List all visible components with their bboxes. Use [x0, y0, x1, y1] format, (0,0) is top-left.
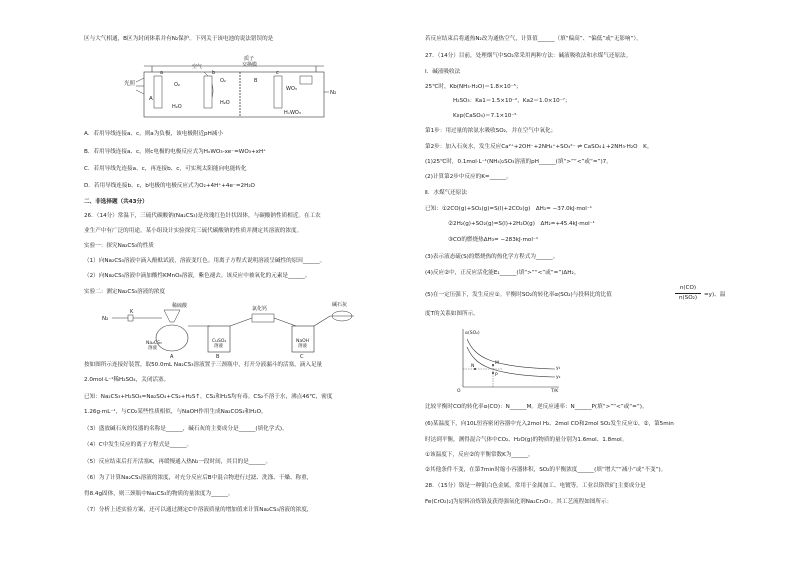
- question-intro: 区与大气相通，B区为封闭体系并有N₂保护。下列关于该电池的说法错误的是: [84, 36, 274, 42]
- option-a: A．若用导线连接a、c，则a为负极，该电极附近pH减小: [84, 131, 223, 137]
- q26b-line-10: （7）分析上述实验方案，还可以通过测定C中溶液质量的增加值来计算Na₂CS₃溶液的浓度，: [84, 507, 313, 513]
- q26-line-1: 26．（14分）常温下，三硫代碳酸钠(Na₂CS₃)是玫瑰红色针状固体，与碳酸钠性质相近。在工农: [84, 213, 321, 219]
- fraction-denominator: n(SO₂): [678, 295, 698, 301]
- r-line-8: 第2步：加入石灰水，发生反应Ca²⁺+2OH⁻+2NH₄⁺+SO₄²⁻ ⇌ CaSO₄↓+2NH₃·H₂O K。: [425, 144, 653, 150]
- h2o-label-2: H₂O: [220, 100, 230, 106]
- q5-line-a: (5)在一定压强下，发生反应①。平衡时SO₂的转化率α(SO₂)与投料比的比值: [425, 292, 612, 298]
- o2-label: O₂: [174, 82, 180, 88]
- membrane-label: 质子交换膜: [242, 56, 258, 68]
- q26-line-5: （2）向Na₂CS₃溶液中滴加酸性KMnO₄溶液，紫色褪去。该反应中被氧化的元素是______。: [84, 273, 311, 279]
- battery-diagram: [124, 52, 364, 124]
- cuso4-label: CuSO₄ 溶液: [212, 339, 227, 349]
- na2cs3-label: Na₂CS₃ 溶液: [146, 341, 162, 351]
- soda-lime-label: 碱石灰: [332, 302, 348, 308]
- r-line-3: Ⅰ．碱液吸收法: [425, 69, 461, 75]
- r-line-9: (1)25℃时，0.1mol·L⁻¹(NH₄)₂SO₃溶液的pH______(填“>”“<”或“=”)7。: [425, 159, 612, 165]
- r-line-14: ③CO的燃烧热ΔH₃= −283kJ·mol⁻¹: [448, 237, 539, 243]
- option-b: B．若用导线连接a、c，则c电极的电极反应式为HₓWO₃-xe⁻=WO₃+xH⁺: [84, 149, 267, 155]
- air-label: 空气: [192, 64, 203, 70]
- q26b-line-2: 2.0mol·L⁻¹稀H₂SO₄，关闭活塞。: [84, 377, 170, 383]
- r-line-16: (4)反应②中，正反应活化能E₁______(填“>”“<”或“=”)ΔH₂。: [425, 270, 580, 276]
- r-line-15: (3)表示液态硫(S)的燃烧热的热化学方程式为______。: [425, 254, 559, 260]
- q26b-line-4: 1.26g·mL⁻¹，与CO₂某些性质相似，与NaOH作用生成Na₂COS₂和H₂O。: [84, 409, 267, 415]
- r-line-12: 已知：①2CO(g)+SO₂(g)=S(l)+2CO₂(g) ΔH₁= −37.0kJ·mol⁻¹: [425, 206, 593, 212]
- fraction-numerator: n(CO): [679, 285, 697, 291]
- q26-line-6: 实验二：测定Na₂CS₃溶液的浓度: [84, 289, 166, 295]
- sun-rays-icon: [136, 78, 144, 94]
- q26-line-2: 业生产中有广泛的用途。某小组设计实验探究三硫代碳酸钠的性质并测定其溶液的浓度。: [84, 228, 303, 234]
- electrode-b-letter: b: [212, 70, 216, 76]
- r-line-13: ②2H₂(g)+SO₂(g)=S(l)+2H₂O(g) ΔH₂=+45.4kJ·mol⁻¹: [448, 221, 595, 227]
- curve-y1-label: y₁: [556, 366, 561, 371]
- cacl2-label: 氯化钙: [252, 306, 268, 312]
- q26b-line-9: 得8.4g固体，则三颈瓶中Na₂CS₃的物质的量浓度为______。: [84, 491, 234, 497]
- valve-k: [128, 315, 133, 321]
- r-bottom-5: ②其他条件不变，在第7min时缩小容器体积，SO₂的平衡浓度______(填“增大”“减小”或“不变”)。: [425, 467, 667, 473]
- region-a-label: A: [149, 96, 153, 102]
- x-axis-label: T/K: [551, 389, 559, 393]
- region-b-label: B: [254, 78, 258, 84]
- apparatus-diagram: [102, 298, 392, 360]
- o2-label-2: O₂: [220, 78, 226, 84]
- r-line-10: (2)计算第2步中反应的K=______。: [425, 174, 512, 180]
- r-bottom-6: 28．（15分）铬是一种银白色金属，常用于金属加工、电镀等。工业以铬铁矿[主要成分是: [425, 483, 646, 489]
- q26b-line-7: （5）反应结束后打开活塞K，再缓慢通入热N₂一段时间，其目的是______。: [84, 459, 272, 465]
- origin-label: O: [457, 389, 461, 393]
- wo3-label: WO₃: [286, 86, 297, 92]
- y-axis-label: α(SO₂): [465, 331, 480, 336]
- r-bottom-1: 比较平衡时CO的转化率α(CO)：N______M。逆反应速率：N______P(填“>”“<”或“=”)。: [425, 404, 648, 410]
- electrode-a: [154, 76, 162, 108]
- q26b-line-5: （3）盛放碱石灰的仪器的名称是______，碱石灰的主要成分是______(填化学式)。: [84, 426, 288, 432]
- point-p-label: P: [495, 373, 498, 378]
- electrode-c-letter: c: [276, 70, 279, 76]
- light-label: 光照: [124, 81, 136, 87]
- three-neck-flask: [156, 325, 188, 351]
- curve-y1: [467, 339, 555, 369]
- curve-y2: [467, 347, 555, 377]
- conversion-graph: [455, 325, 565, 393]
- fraction-bar: [675, 293, 701, 294]
- point-m: [492, 364, 494, 366]
- electrode-a-letter: a: [160, 70, 164, 76]
- point-m-label: M: [495, 361, 499, 366]
- r-line-4: 25℃时，Kb(NH₃·H₂O)＝1.8×10⁻⁵；: [425, 84, 522, 90]
- acid-label: 稀硫酸: [172, 303, 188, 309]
- dropping-funnel: [164, 310, 180, 322]
- r-line-1: 若反应结束后将通热N₂改为通热空气，计算值______（填“偏高”、“偏低”或“无影响”）。: [425, 36, 642, 42]
- point-n-label: N: [471, 364, 475, 369]
- bottle-b-label: B: [216, 354, 220, 360]
- q5-line-c: 度T的关系如图所示。: [425, 311, 479, 317]
- electrode-b: [204, 76, 212, 108]
- q26b-line-1: 按如图所示连接好装置，取50.0mL Na₂CS₃溶液置于三颈瓶中，打开分液漏斗的活塞，滴入足量: [84, 362, 323, 368]
- hwo3-label: HₓWO₃: [284, 110, 301, 116]
- r-line-7: 第1步：用过量的浓氨水吸收SO₂，并在空气中氧化；: [425, 128, 557, 134]
- r-line-6: Ksp(CaSO₄)＝7.1×10⁻⁵: [453, 113, 517, 119]
- h2o-label: H₂O: [172, 104, 182, 110]
- r-line-5: H₂SO₃：Ka1＝1.5×10⁻²，Ka2＝1.0×10⁻⁷；: [453, 98, 571, 104]
- bottle-c-label: C: [300, 354, 304, 360]
- q5-line-b: =y)、温: [704, 292, 726, 298]
- naoh-label: NaOH 溶液: [296, 339, 310, 349]
- q26-line-4: （1）向Na₂CS₃溶液中滴入酚酞试液，溶液变红色。用离子方程式说明溶液呈碱性的原因______。: [84, 258, 326, 264]
- r-bottom-4: ①该温度下，反应②的平衡常数K为______。: [425, 452, 534, 458]
- q26b-line-6: （4）C中发生反应的离子方程式是______。: [84, 442, 193, 448]
- point-p: [492, 372, 494, 374]
- q26b-line-8: （6）为了计算Na₂CS₃溶液的浓度，对充分反应后B中混合物进行过滤、洗涤、干燥、称重，: [84, 475, 313, 481]
- r-bottom-2: (6)某温度下，向10L恒容密闭容器中充入2mol H₂、2mol CO和2mol SO₂发生反应①、②，第5min: [425, 421, 674, 427]
- valve-k-label: K: [130, 309, 134, 315]
- option-c: C．若用导线先连接a、c，再连接b、c，可实现太阳能向电能转化: [84, 166, 247, 172]
- electrode-c: [274, 76, 282, 108]
- curve-y2-label: y₂: [556, 375, 561, 380]
- q26b-line-3: 已知：Na₂CS₃+H₂SO₄=Na₂SO₄+CS₂+H₂S↑。CS₂和H₂S均有毒。CS₂不溶于水，沸点46℃，密度: [84, 394, 333, 400]
- section-heading: 二、非选择题（共43分）: [84, 199, 148, 205]
- r-line-11: Ⅱ．水煤气还原法: [425, 190, 467, 196]
- r-bottom-3: 时达到平衡，测得混合气体中CO₂、H₂O(g)的物质的量分别为1.6mol、1.8mol。: [425, 437, 628, 443]
- n2-inlet-label: N₂: [102, 316, 109, 322]
- r-bottom-7: Fe(CrO₂)₂]为原料冶炼铬及获得强氧化剂Na₂Cr₂O₇。其工艺流程如图所示：: [425, 499, 613, 505]
- n2-label: N₂: [330, 90, 337, 96]
- option-d: D．若用导线连接b、c，b电极的电极反应式为O₂+4H⁺+4e⁻=2H₂O: [84, 183, 255, 189]
- q26-line-3: 实验一：探究Na₂CS₃的性质: [84, 243, 154, 249]
- flask-a-label: A: [170, 354, 174, 360]
- r-line-2: 27．（14分）目前，处理烟气中SO₂常采用两种方法：碱液吸收法和水煤气还原法。: [425, 53, 632, 59]
